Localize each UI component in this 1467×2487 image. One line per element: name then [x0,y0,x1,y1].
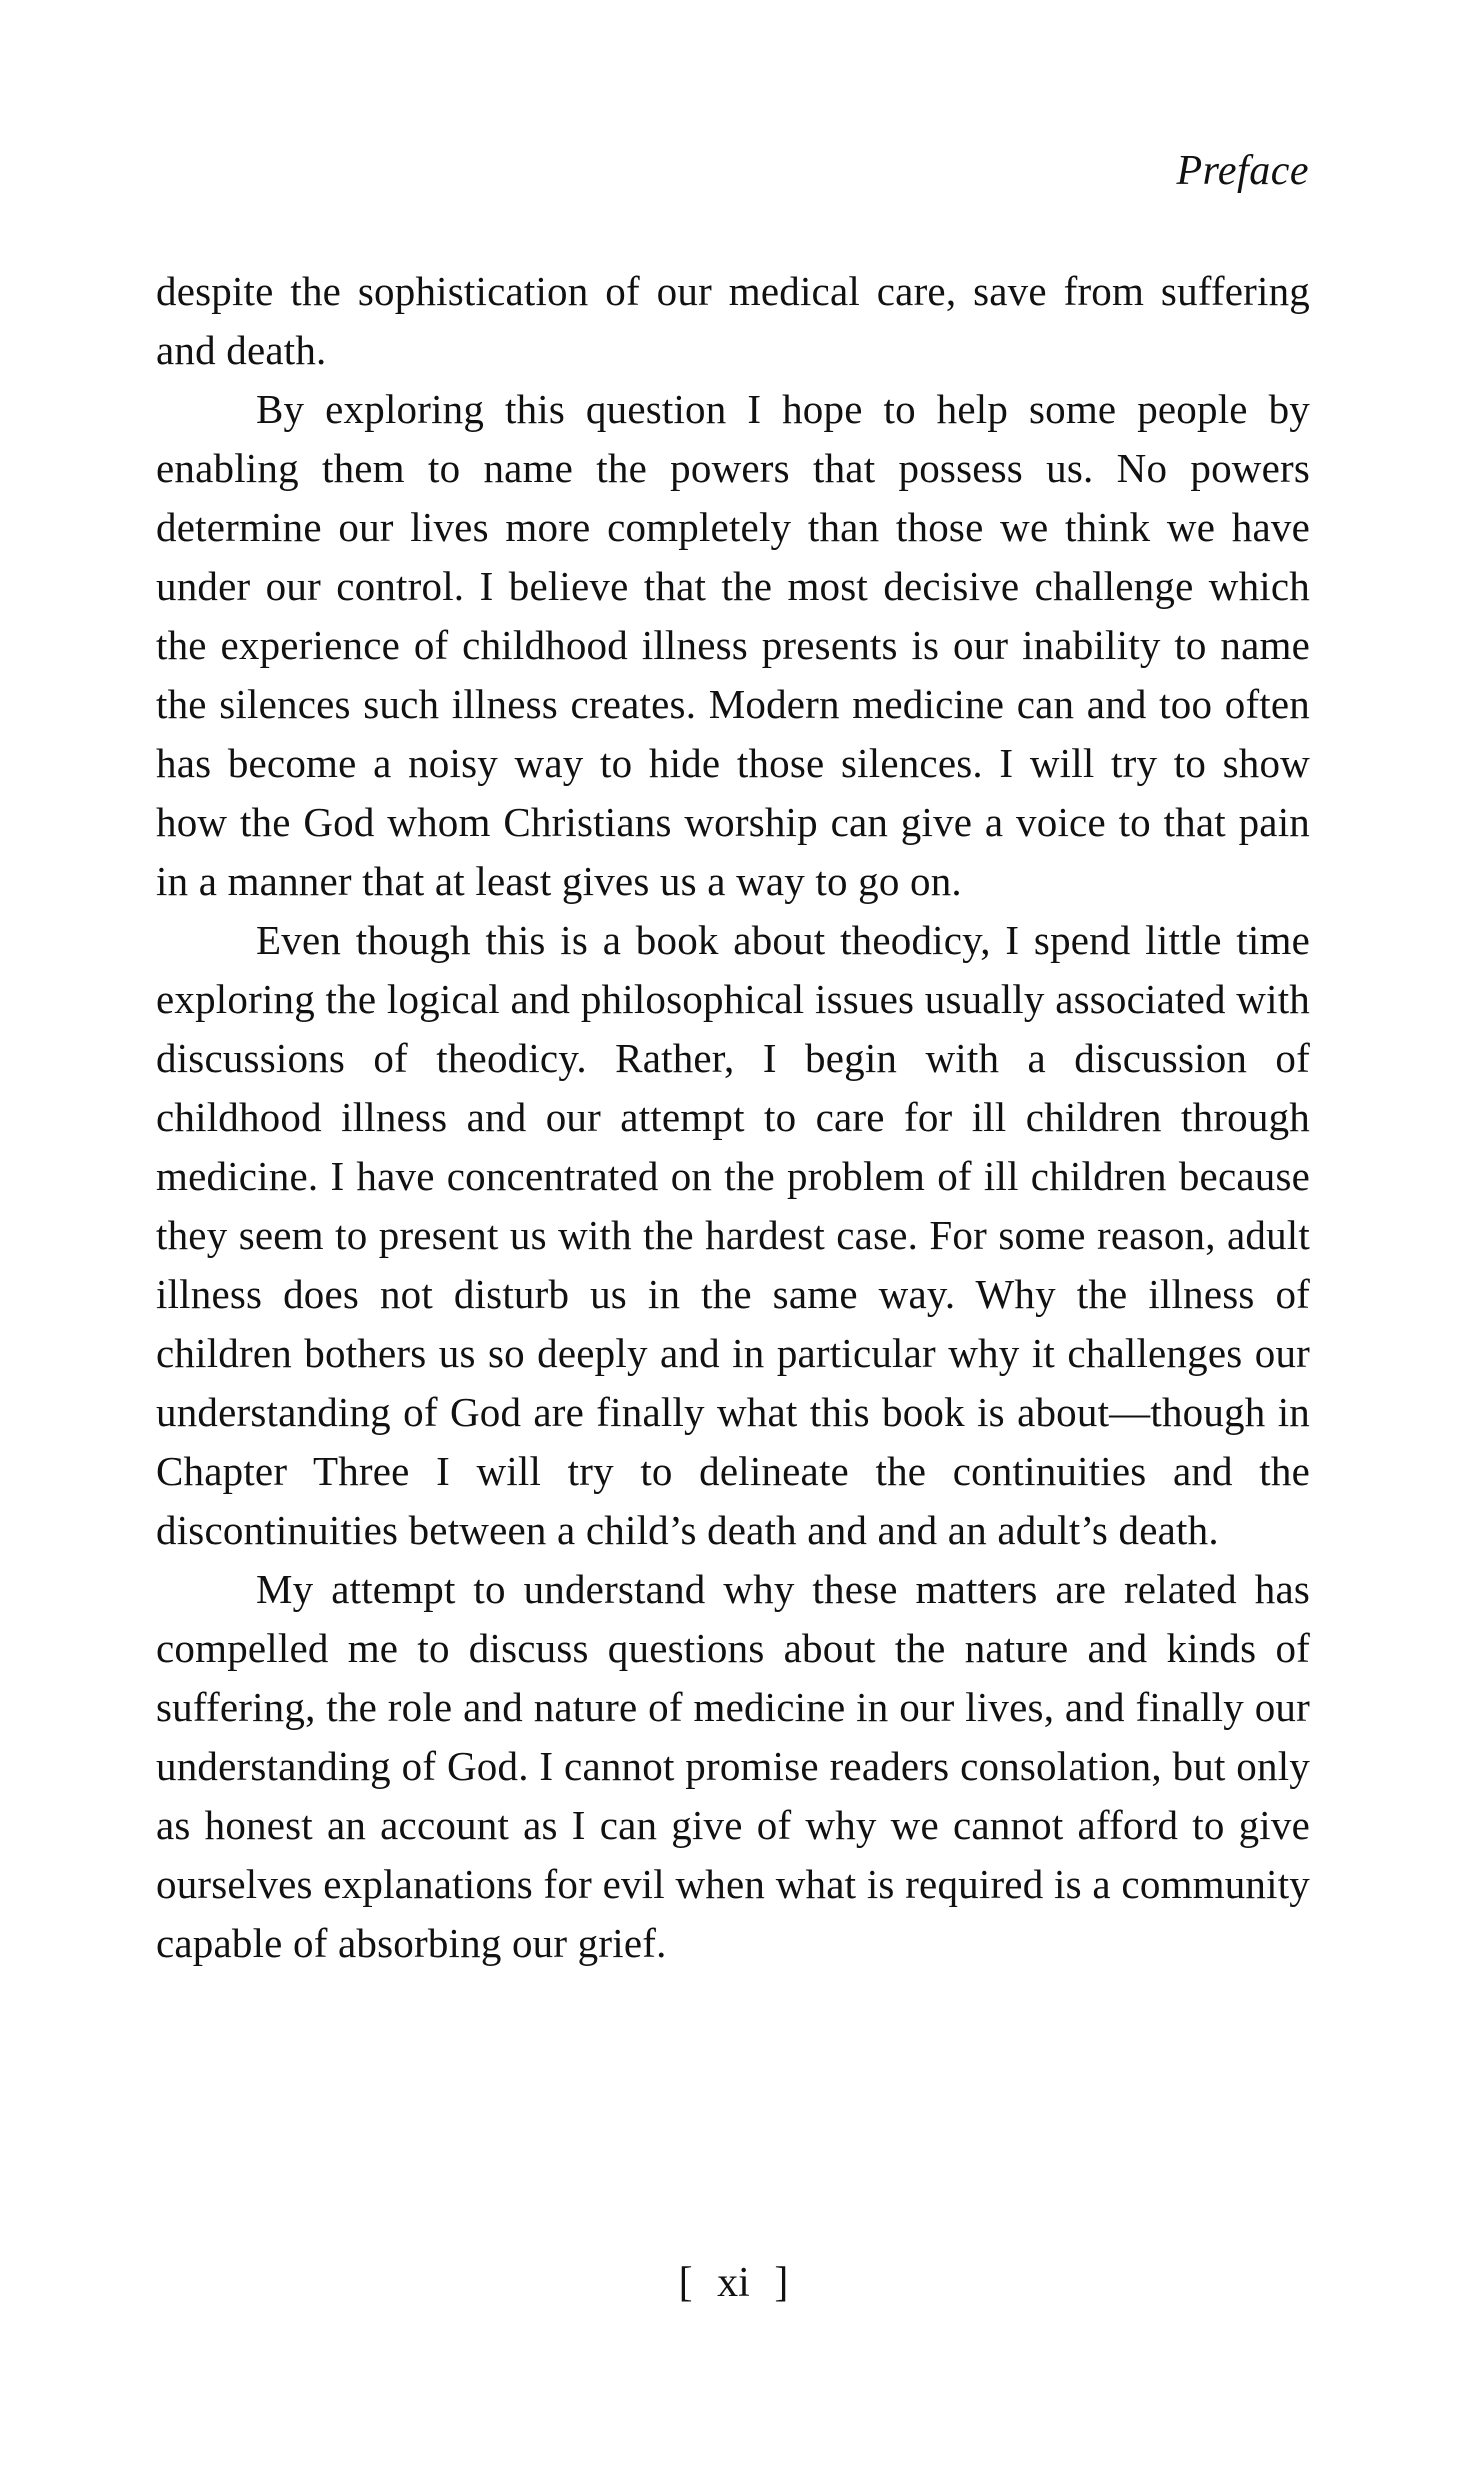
page-number-open-bracket: [ [678,2260,693,2306]
running-head: Preface [1176,148,1309,194]
paragraph-4: My attempt to understand why these matters are related has compelled me to discuss questions about the nature and kinds of suffering, the role and nature of medicine in our lives, and finally our understanding of God. I cannot promise readers consolation, but only as honest an account as I can give of why we cannot afford to give ourselves explanations for evil when what is required is a community capable of absorbing our grief. [156,1566,1310,1966]
page-number-value: xi [717,2260,750,2306]
body-text [156,262,1310,1973]
paragraph-1: despite the sophistication of our medical care, save from suffering and death. [156,268,1310,373]
paragraph-2: By exploring this question I hope to help some people by enabling them to name the powers that possess us. No powers determine our lives more completely than those we think we have under our control. I believe that the most decisive challenge which the experience of childhood illness presents is our inability to name the silences such illness creates. Modern medicine can and too often has become a noisy way to hide those silences. I will try to show how the God whom Christians worship can give a voice to that pain in a manner that at least gives us a way to go on. [156,386,1310,904]
page-number [0,2262,1467,2304]
page-number-close-bracket: ] [774,2260,789,2306]
paragraph-3: Even though this is a book about theodicy, I spend little time exploring the logical and philosophical issues usually associated with discussions of theodicy. Rather, I begin with a discussion of childhood illness and our attempt to care for ill children through medicine. I have concentrated on the problem of ill children because they seem to present us with the hardest case. For some reason, adult illness does not disturb us in the same way. Why the illness of children bothers us so deeply and in particular why it challenges our understanding of God are finally what this book is about—though in Chapter Three I will try to delineate the continuities and the discontinuities between a child’s death and and an adult’s death. [156,917,1310,1553]
